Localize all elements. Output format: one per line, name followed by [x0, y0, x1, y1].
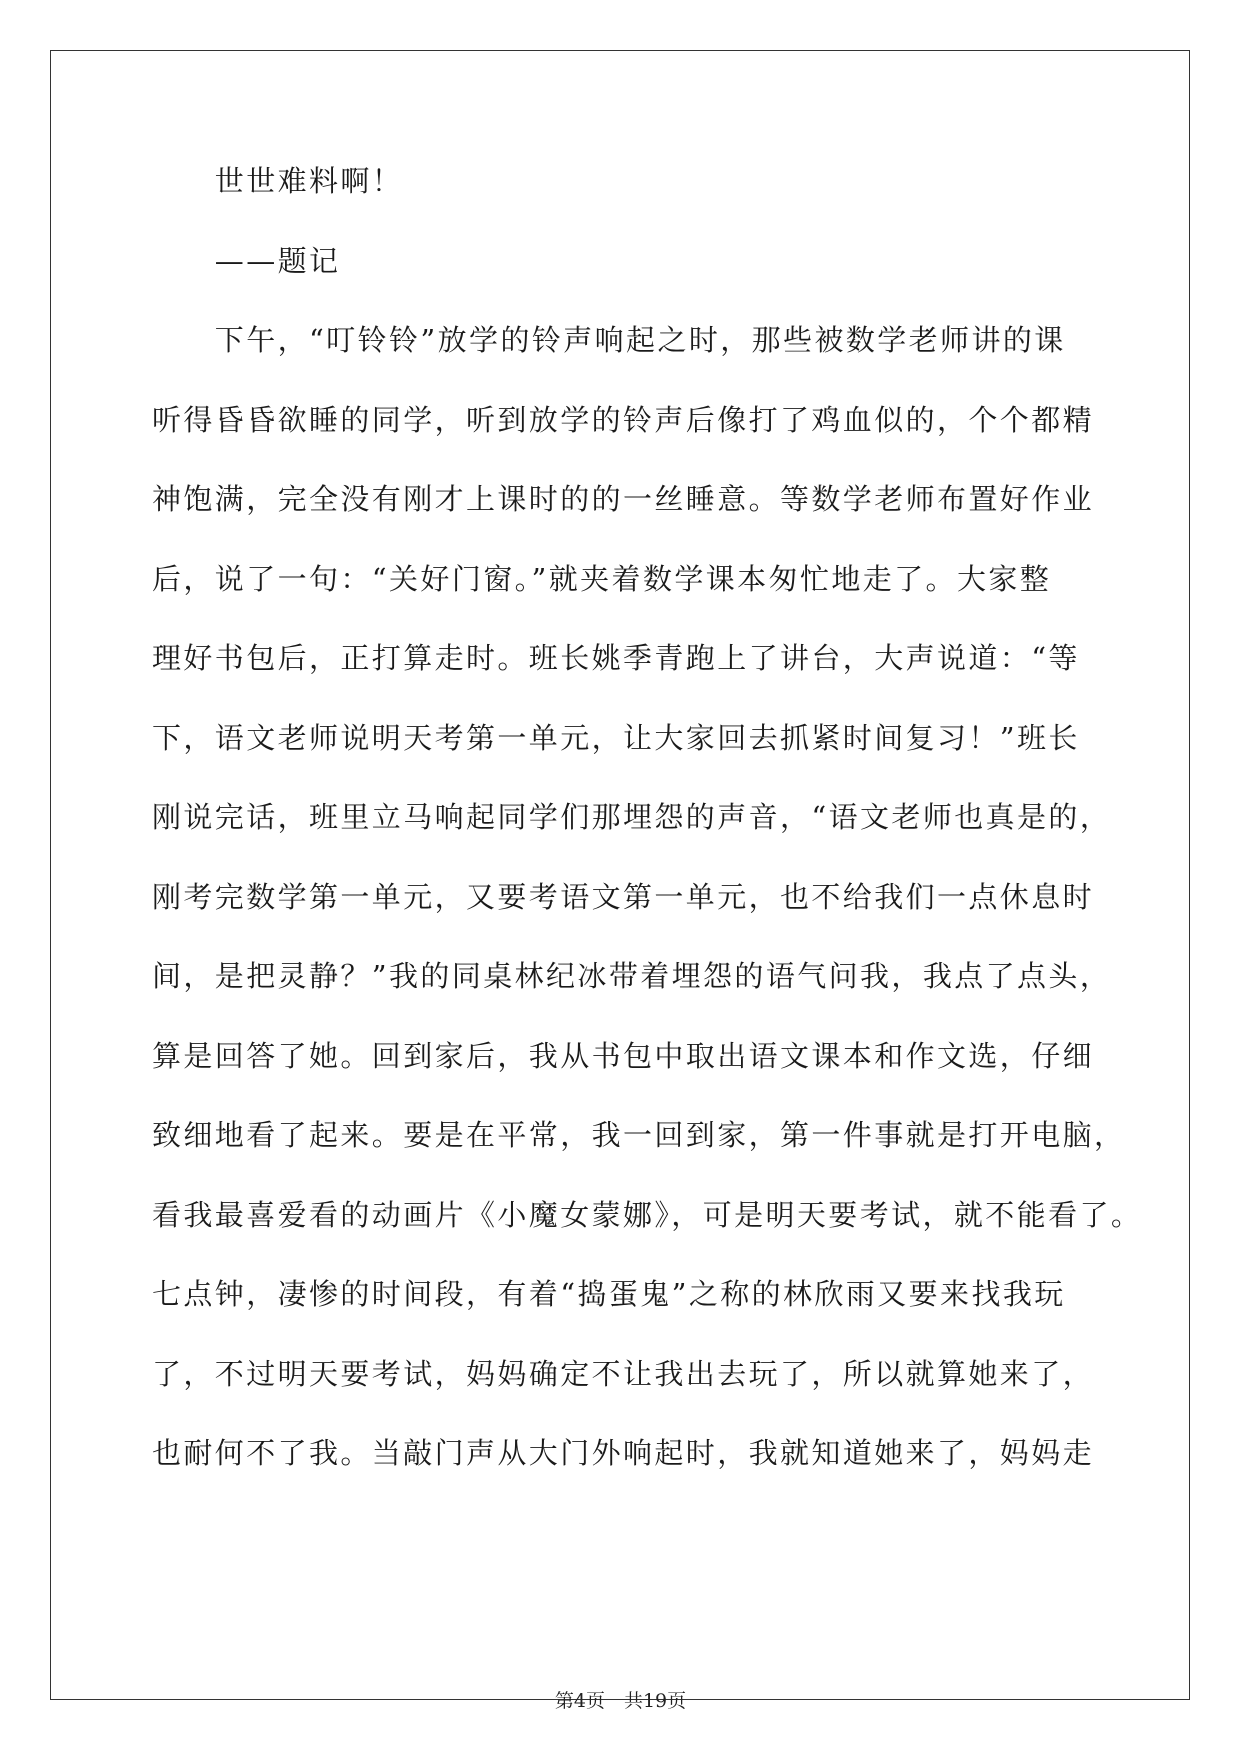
- text-line: 七点钟，凄惨的时间段，有着“捣蛋鬼”之称的林欣雨又要来找我玩: [152, 1277, 1066, 1311]
- text-line: 理好书包后，正打算走时。班长姚季青跑上了讲台，大声说道：“等: [152, 641, 1080, 675]
- text-line: 下，语文老师说明天考第一单元，让大家回去抓紧时间复习！”班长: [152, 720, 1080, 755]
- text-line: 了，不过明天要考试，妈妈确定不让我出去玩了，所以就算她来了，: [152, 1356, 1095, 1391]
- text-line: 神饱满，完全没有刚才上课时的的一丝睡意。等数学老师布置好作业: [152, 482, 1095, 516]
- document-body: [152, 163, 1143, 1515]
- text-line: 听得昏昏欲睡的同学，听到放学的铃声后像打了鸡血似的，个个都精: [152, 402, 1095, 437]
- text-line: 后，说了一句：“关好门窗。”就夹着数学课本匆忙地走了。大家整: [152, 561, 1052, 596]
- text-line: 算是回答了她。回到家后，我从书包中取出语文课本和作文选，仔细: [152, 1038, 1095, 1073]
- text-line: 看我最喜爱看的动画片《小魔女蒙娜》，可是明天要考试，就不能看了。: [152, 1197, 1143, 1232]
- page-number: 第4页 共19页: [554, 1690, 687, 1712]
- text-line: 也耐何不了我。当敲门声从大门外响起时，我就知道她来了，妈妈走: [152, 1436, 1095, 1470]
- text-line: 致细地看了起来。要是在平常，我一回到家，第一件事就是打开电脑，: [152, 1118, 1126, 1152]
- text-line: 刚说完话，班里立马响起同学们那埋怨的声音，“语文老师也真是的，: [152, 800, 1112, 834]
- text-line: 间，是把灵静？”我的同桌林纪冰带着埋怨的语气问我，我点了点头，: [152, 959, 1112, 993]
- text-line: ——题记: [152, 243, 341, 278]
- text-line: 刚考完数学第一单元，又要考语文第一单元，也不给我们一点休息时: [152, 879, 1095, 914]
- text-line: 世世难料啊！: [152, 164, 404, 198]
- text-line: 下午，“叮铃铃”放学的铃声响起之时，那些被数学老师讲的课: [152, 323, 1066, 357]
